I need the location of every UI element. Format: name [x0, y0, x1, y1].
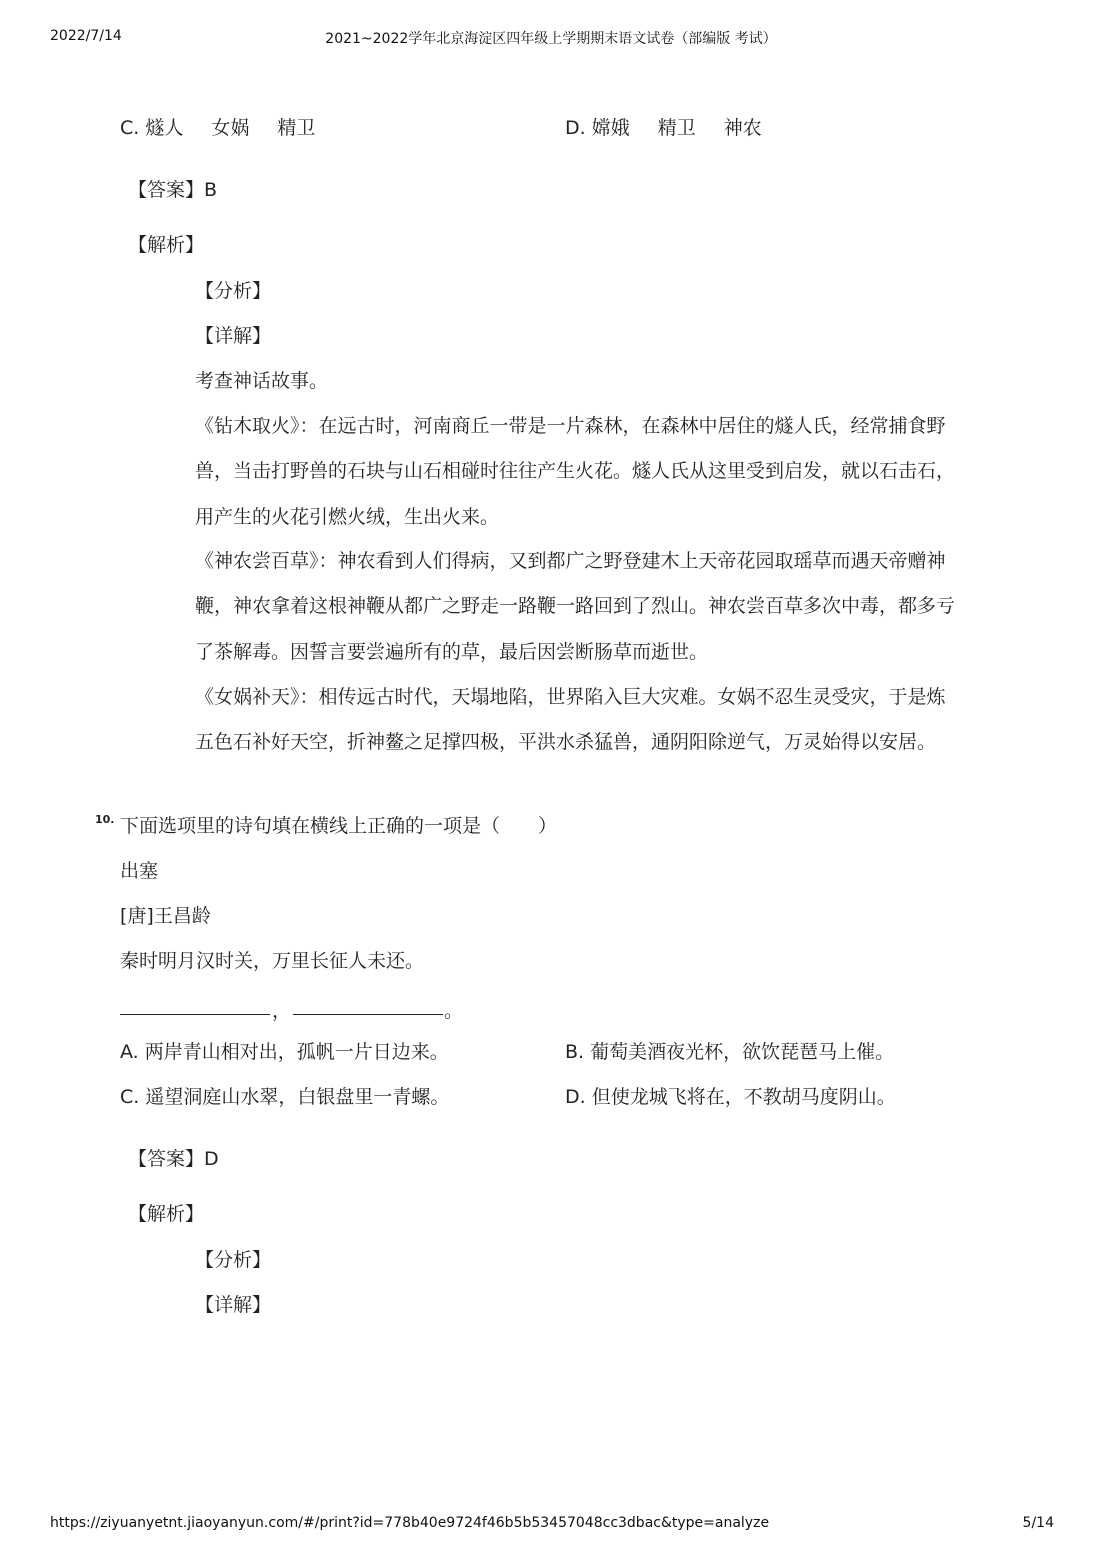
q9-option-d-letter: D.	[565, 117, 592, 139]
q9-option-d-word-3: 神农	[723, 117, 762, 139]
q10-option-b: B. 葡萄美酒夜光杯，欲饮琵琶马上催。	[565, 1041, 895, 1063]
q10-analysis-label: 【解析】	[128, 1203, 205, 1225]
q9-detail-line: 兽，当击打野兽的石块与山石相碰时往往产生火花。燧人氏从这里受到启发，就以石击石，	[195, 460, 956, 482]
q9-detail-line: 用产生的火花引燃火绒，生出火来。	[195, 506, 500, 528]
q9-option-d-word-1: 嫦娥	[591, 117, 630, 139]
q9-detail-line: 《钻木取火》：在远古时，河南商丘一带是一片森林，在森林中居住的燧人氏，经常捕食野	[195, 415, 946, 437]
footer-url: https://ziyuanyetnt.jiaoyanyun.com/#/print?id=778b40e9724f46b5b53457048cc3dbac&type=analyze	[50, 1515, 770, 1531]
q10-answer: 【答案】D	[128, 1148, 219, 1170]
q9-detail-line: 鞭，神农拿着这根神鞭从都广之野走一路鞭一路回到了烈山。神农尝百草多次中毒，都多亏	[195, 595, 956, 617]
q9-detail-line: 《神农尝百草》：神农看到人们得病，又到都广之野登建木上天帝花园取瑶草而遇天帝赠神	[195, 550, 946, 572]
q9-option-c-letter: C.	[120, 117, 146, 139]
q10-option-c: C. 遥望洞庭山水翠，白银盘里一青螺。	[120, 1086, 450, 1108]
q10-blank-1	[120, 1014, 270, 1015]
q10-number: 10.	[95, 813, 115, 826]
q9-option-c-word-1: 燧人	[145, 117, 184, 139]
q9-option-c-word-2: 女娲	[211, 117, 250, 139]
q9-option-d-word-2: 精卫	[657, 117, 696, 139]
q10-poem-line: 秦时明月汉时关，万里长征人未还。	[120, 950, 425, 972]
q10-blank-period: 。	[444, 1000, 464, 1022]
header-title: 2021~2022学年北京海淀区四年级上学期期末语文试卷（部编版 考试）	[325, 31, 777, 47]
q9-analysis-label: 【解析】	[128, 234, 205, 256]
q10-option-d: D. 但使龙城飞将在，不教胡马度阴山。	[565, 1086, 896, 1108]
q9-option-d	[565, 115, 762, 141]
q9-option-c	[120, 115, 315, 141]
q10-option-a: A. 两岸青山相对出，孤帆一片日边来。	[120, 1041, 449, 1063]
q9-detail-line: 考查神话故事。	[195, 370, 329, 392]
q10-blank-2	[293, 1014, 443, 1015]
q9-detail-line: 《女娲补天》：相传远古时代，天塌地陷，世界陷入巨大灾难。女娲不忍生灵受灾，于是炼	[195, 686, 946, 708]
q9-detail-line: 了茶解毒。因誓言要尝遍所有的草，最后因尝断肠草而逝世。	[195, 641, 709, 663]
q10-blank-comma: ，	[272, 1000, 292, 1022]
q9-detail-line: 五色石补好天空，折神鳌之足撑四极，平洪水杀猛兽，通阴阳除逆气，万灵始得以安居。	[195, 731, 937, 753]
q10-poem-title: 出塞	[120, 860, 159, 882]
q10-stem: 下面选项里的诗句填在横线上正确的一项是（ ）	[120, 815, 558, 837]
q9-xiangjie-label: 【详解】	[195, 325, 272, 347]
q9-option-c-word-3: 精卫	[277, 117, 316, 139]
q9-fenxi-label: 【分析】	[195, 280, 272, 302]
header-date: 2022/7/14	[50, 28, 122, 44]
q10-fenxi-label: 【分析】	[195, 1249, 272, 1271]
q10-poem-author: [唐]王昌龄	[120, 905, 211, 927]
q9-answer: 【答案】B	[128, 179, 218, 201]
footer-page-number: 5/14	[1022, 1515, 1054, 1531]
q10-xiangjie-label: 【详解】	[195, 1294, 272, 1316]
